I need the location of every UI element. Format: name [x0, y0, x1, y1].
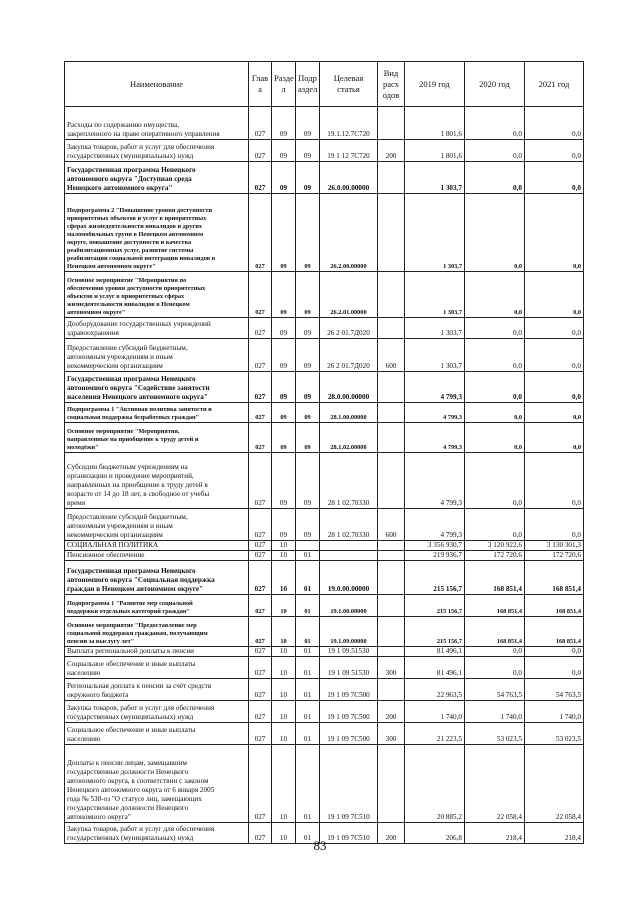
cell-name: Основное мероприятие "Мероприятия по обеспечению уровня доступности приоритетных объектов и услуг в приоритетных сферах жизнедеятельности инвалидов в Ненецком автономном округе": [65, 272, 249, 318]
cell-podrazdel: 09: [296, 140, 320, 162]
cell-target-article: 28 1 02.70330: [320, 509, 378, 541]
cell-expense-type: [378, 453, 405, 509]
cell-name: СОЦИАЛЬНАЯ ПОЛИТИКА: [65, 541, 249, 551]
cell-name: Предоставление субсидий бюджетным, автономным учреждениям и иным некоммерческим организациям: [65, 339, 249, 372]
cell-podrazdel: 09: [296, 423, 320, 453]
cell-year-2021: 0,0: [525, 509, 584, 541]
cell-expense-type: [378, 541, 405, 551]
cell-glava: 027: [249, 701, 272, 723]
cell-expense-type: [378, 162, 405, 194]
cell-glava: 027: [249, 453, 272, 509]
cell-expense-type: [378, 318, 405, 339]
table-row: [65, 140, 584, 162]
cell-year-2021: 0,0: [525, 194, 584, 272]
cell-glava: 027: [249, 140, 272, 162]
cell-podrazdel: 09: [296, 107, 320, 140]
header-year-2019: 2019 год: [405, 62, 465, 107]
table-row: [65, 318, 584, 339]
cell-target-article: 19 1 09 7С500: [320, 723, 378, 745]
cell-glava: 027: [249, 403, 272, 423]
cell-year-2019: 1 303,7: [405, 194, 465, 272]
cell-year-2019: 4 799,3: [405, 423, 465, 453]
cell-name: Региональная доплата к пенсии за счёт средств окружного бюджета: [65, 679, 249, 701]
cell-year-2020: 0,0: [465, 339, 525, 372]
cell-target-article: [320, 541, 378, 551]
table-row: [65, 745, 584, 823]
cell-year-2020: 0,0: [465, 140, 525, 162]
cell-year-2020: 0,0: [465, 162, 525, 194]
cell-glava: 027: [249, 617, 272, 647]
cell-name: Социальное обеспечение и иные выплаты населению: [65, 657, 249, 679]
cell-year-2019: 4 799,3: [405, 403, 465, 423]
cell-podrazdel: 09: [296, 194, 320, 272]
table-row: [65, 617, 584, 647]
cell-year-2020: 0,0: [465, 657, 525, 679]
cell-razdel: 10: [272, 541, 296, 551]
budget-table: [64, 61, 584, 844]
cell-year-2021: 0,0: [525, 372, 584, 403]
cell-podrazdel: 09: [296, 162, 320, 194]
header-razdel: Разде л: [272, 62, 296, 107]
cell-name: Закупка товаров, работ и услуг для обеспечения государственных (муниципальных) нужд: [65, 140, 249, 162]
cell-razdel: 09: [272, 194, 296, 272]
cell-podrazdel: 09: [296, 403, 320, 423]
cell-target-article: 26.2.01.00000: [320, 272, 378, 318]
cell-glava: 027: [249, 162, 272, 194]
cell-razdel: 10: [272, 701, 296, 723]
cell-year-2019: 219 936,7: [405, 551, 465, 561]
cell-year-2020: 0,0: [465, 509, 525, 541]
cell-year-2019: 20 885,2: [405, 745, 465, 823]
page-number: 83: [313, 838, 327, 853]
header-podrazdel: Подр аздел: [296, 62, 320, 107]
cell-expense-type: [378, 647, 405, 657]
cell-razdel: 09: [272, 372, 296, 403]
cell-name: Государственная программа Ненецкого автономного округа "Содействие занятости населения Ненецкого автономного округа": [65, 372, 249, 403]
cell-glava: 027: [249, 509, 272, 541]
cell-year-2020: 54 763,5: [465, 679, 525, 701]
cell-target-article: 26.0.00.00000: [320, 162, 378, 194]
cell-razdel: 09: [272, 162, 296, 194]
cell-target-article: 19 1 12 7С720: [320, 140, 378, 162]
cell-name: Государственная программа Ненецкого автономного округа "Доступная среда Ненецкого автономного округа": [65, 162, 249, 194]
cell-razdel: 09: [272, 339, 296, 372]
cell-year-2020: 1 740,0: [465, 701, 525, 723]
cell-expense-type: [378, 561, 405, 595]
cell-razdel: 09: [272, 453, 296, 509]
cell-year-2020: 3 120 922,6: [465, 541, 525, 551]
cell-target-article: 19 1 09 7С500: [320, 701, 378, 723]
cell-target-article: 28.1.00.00000: [320, 403, 378, 423]
cell-glava: 027: [249, 723, 272, 745]
cell-name: Подпрограмма 1 "Развитие мер социальной поддержки отдельных категорий граждан": [65, 595, 249, 617]
cell-razdel: 09: [272, 509, 296, 541]
cell-year-2020: 172 720,6: [465, 551, 525, 561]
cell-year-2021: 168 851,4: [525, 617, 584, 647]
cell-year-2019: 4 799,3: [405, 372, 465, 403]
cell-year-2020: 0,0: [465, 453, 525, 509]
cell-name: Государственная программа Ненецкого автономного округа "Социальная поддержка граждан в Ненецком автономном округе": [65, 561, 249, 595]
cell-target-article: 19 1 09 7С510: [320, 823, 378, 844]
cell-year-2021: 1 740,0: [525, 701, 584, 723]
cell-podrazdel: 09: [296, 318, 320, 339]
cell-year-2021: 0,0: [525, 339, 584, 372]
cell-expense-type: [378, 551, 405, 561]
cell-podrazdel: 09: [296, 372, 320, 403]
cell-name: Дооборудование государственных учреждений здравоохранения: [65, 318, 249, 339]
cell-target-article: 19.1.09.00000: [320, 617, 378, 647]
cell-razdel: 10: [272, 823, 296, 844]
cell-glava: 027: [249, 657, 272, 679]
header-year-2021: 2021 год: [525, 62, 584, 107]
cell-year-2019: 1 801,6: [405, 107, 465, 140]
cell-target-article: 19 1 09 7С510: [320, 745, 378, 823]
cell-year-2020: 0,0: [465, 403, 525, 423]
cell-glava: 027: [249, 107, 272, 140]
table-row: [65, 272, 584, 318]
cell-year-2021: 0,0: [525, 107, 584, 140]
table-row: [65, 403, 584, 423]
table-row: [65, 339, 584, 372]
cell-razdel: 10: [272, 723, 296, 745]
cell-podrazdel: 01: [296, 617, 320, 647]
cell-razdel: 10: [272, 745, 296, 823]
cell-razdel: 10: [272, 617, 296, 647]
cell-year-2019: 1 303,7: [405, 162, 465, 194]
table-row: [65, 701, 584, 723]
cell-podrazdel: [296, 541, 320, 551]
cell-podrazdel: 01: [296, 823, 320, 844]
cell-podrazdel: 01: [296, 745, 320, 823]
table-row: [65, 107, 584, 140]
cell-year-2021: 0,0: [525, 162, 584, 194]
cell-year-2020: 0,0: [465, 194, 525, 272]
cell-year-2019: 21 223,5: [405, 723, 465, 745]
cell-name: Социальное обеспечение и иные выплаты населению: [65, 723, 249, 745]
cell-target-article: 19 1 09 51530: [320, 657, 378, 679]
cell-expense-type: [378, 107, 405, 140]
cell-podrazdel: 01: [296, 647, 320, 657]
cell-podrazdel: 01: [296, 551, 320, 561]
cell-glava: 027: [249, 595, 272, 617]
cell-name: Основное мероприятие "Предоставление мер социальной поддержки гражданам, получающим пенсии за выслугу лет": [65, 617, 249, 647]
cell-year-2021: 0,0: [525, 453, 584, 509]
cell-year-2019: 1 303,7: [405, 339, 465, 372]
cell-year-2021: 0,0: [525, 140, 584, 162]
table-header-row: [65, 62, 584, 107]
cell-year-2019: 4 799,3: [405, 509, 465, 541]
cell-year-2020: 53 023,5: [465, 723, 525, 745]
cell-razdel: 09: [272, 423, 296, 453]
cell-target-article: 26 2 01.7Д020: [320, 318, 378, 339]
cell-glava: 027: [249, 372, 272, 403]
cell-year-2020: 168 851,4: [465, 595, 525, 617]
cell-podrazdel: 01: [296, 595, 320, 617]
cell-glava: 027: [249, 272, 272, 318]
cell-podrazdel: 01: [296, 723, 320, 745]
header-expense-type: Вид расх одов: [378, 62, 405, 107]
cell-name: Подпрограмма 2 "Повышение уровня доступности приоритетных объектов и услуг в приоритетных сферах жизнедеятельности инвалидов и других маломобильных групп в Ненецком автономном округе, повышение доступности и качества реабилитационных услуг, развитие системы реабилитации социальной интеграции инвалидов в Ненецком автономном округе": [65, 194, 249, 272]
cell-year-2019: 4 799,3: [405, 453, 465, 509]
cell-expense-type: [378, 423, 405, 453]
cell-year-2020: 22 058,4: [465, 745, 525, 823]
cell-name: Расходы по содержанию имущества, закрепленного на праве оперативного управления: [65, 107, 249, 140]
cell-target-article: 28.0.00.00000: [320, 372, 378, 403]
cell-target-article: 19 1 09.51530: [320, 647, 378, 657]
cell-expense-type: 300: [378, 657, 405, 679]
table-row: [65, 647, 584, 657]
cell-glava: 027: [249, 551, 272, 561]
cell-year-2019: 215 156,7: [405, 561, 465, 595]
cell-year-2021: 0,0: [525, 657, 584, 679]
cell-year-2019: 1 303,7: [405, 318, 465, 339]
cell-podrazdel: 09: [296, 453, 320, 509]
cell-name: Выплата региональной доплаты к пенсии: [65, 647, 249, 657]
cell-year-2020: 0,0: [465, 107, 525, 140]
cell-year-2021: 0,0: [525, 403, 584, 423]
cell-year-2021: 168 851,4: [525, 595, 584, 617]
cell-name: Закупка товаров, работ и услуг для обеспечения государственных (муниципальных) нужд: [65, 823, 249, 844]
table-row: [65, 551, 584, 561]
table-row: [65, 423, 584, 453]
cell-year-2021: 0,0: [525, 272, 584, 318]
cell-razdel: 10: [272, 595, 296, 617]
cell-razdel: 09: [272, 140, 296, 162]
table-row: [65, 595, 584, 617]
cell-year-2021: 54 763,5: [525, 679, 584, 701]
cell-expense-type: [378, 617, 405, 647]
cell-year-2020: 168 851,4: [465, 617, 525, 647]
cell-year-2021: 0,0: [525, 318, 584, 339]
cell-name: Доплаты к пенсии лицам, замещавшим государственные должности Ненецкого автономного округа, в соответствии с законом Ненецкого автономного округа от 6 января 2005 года № 538-оз "О статусе лиц, замещающих государственные должности Ненецкого автономного округа": [65, 745, 249, 823]
cell-year-2019: 215 156,7: [405, 617, 465, 647]
cell-year-2020: 0,0: [465, 272, 525, 318]
cell-razdel: 10: [272, 657, 296, 679]
cell-year-2019: 3 356 930,7: [405, 541, 465, 551]
cell-expense-type: 300: [378, 723, 405, 745]
cell-expense-type: [378, 403, 405, 423]
cell-glava: 027: [249, 823, 272, 844]
cell-year-2020: 218,4: [465, 823, 525, 844]
cell-podrazdel: 01: [296, 701, 320, 723]
cell-razdel: 10: [272, 561, 296, 595]
cell-razdel: 10: [272, 647, 296, 657]
cell-year-2019: 1 303,7: [405, 272, 465, 318]
cell-year-2019: 206,8: [405, 823, 465, 844]
cell-razdel: 09: [272, 318, 296, 339]
cell-name: Субсидии бюджетным учреждениям на организацию и проведение мероприятий, направленных на приобщение к труду детей в возрасте от 14 до 18 лет, в свободное от учебы время: [65, 453, 249, 509]
cell-target-article: [320, 551, 378, 561]
table-row: [65, 541, 584, 551]
cell-expense-type: [378, 595, 405, 617]
cell-razdel: 10: [272, 679, 296, 701]
cell-expense-type: [378, 372, 405, 403]
cell-target-article: 19.1.12.7С720: [320, 107, 378, 140]
header-year-2020: 2020 год: [465, 62, 525, 107]
cell-year-2021: 0,0: [525, 423, 584, 453]
cell-podrazdel: 09: [296, 509, 320, 541]
cell-name: Пенсионное обеспечение: [65, 551, 249, 561]
cell-podrazdel: 09: [296, 272, 320, 318]
cell-expense-type: [378, 745, 405, 823]
cell-glava: 027: [249, 541, 272, 551]
cell-glava: 027: [249, 423, 272, 453]
cell-year-2021: 172 720,6: [525, 551, 584, 561]
cell-year-2019: 81 496,1: [405, 657, 465, 679]
cell-name: Основное мероприятие "Мероприятия, направленные на приобщение к труду детей и молодёжи": [65, 423, 249, 453]
table-row: [65, 509, 584, 541]
cell-year-2019: 215 156,7: [405, 595, 465, 617]
cell-year-2021: 22 058,4: [525, 745, 584, 823]
header-target-article: Целевая статья: [320, 62, 378, 107]
cell-razdel: 10: [272, 551, 296, 561]
cell-year-2019: 1 801,6: [405, 140, 465, 162]
header-glava: Глав а: [249, 62, 272, 107]
table-row: [65, 162, 584, 194]
cell-glava: 027: [249, 318, 272, 339]
cell-year-2021: 53 023,5: [525, 723, 584, 745]
table-row: [65, 561, 584, 595]
cell-target-article: 26 2 01.7Д020: [320, 339, 378, 372]
cell-razdel: 09: [272, 272, 296, 318]
header-name: Наименование: [65, 62, 249, 107]
table-body: [65, 107, 584, 844]
cell-year-2020: 0,0: [465, 318, 525, 339]
cell-name: Закупка товаров, работ и услуг для обеспечения государственных (муниципальных) нужд: [65, 701, 249, 723]
cell-year-2020: 0,0: [465, 647, 525, 657]
cell-glava: 027: [249, 194, 272, 272]
cell-expense-type: 200: [378, 140, 405, 162]
cell-expense-type: [378, 272, 405, 318]
cell-podrazdel: 09: [296, 339, 320, 372]
cell-target-article: 28.1.02.00000: [320, 423, 378, 453]
cell-year-2019: 81 496,1: [405, 647, 465, 657]
table-row: [65, 194, 584, 272]
cell-expense-type: 600: [378, 339, 405, 372]
table-row: [65, 372, 584, 403]
cell-name: Подпрограмма 1 "Активная политика занятости и социальная поддержка безработных граждан": [65, 403, 249, 423]
cell-year-2019: 22 963,5: [405, 679, 465, 701]
cell-glava: 027: [249, 647, 272, 657]
cell-expense-type: 200: [378, 823, 405, 844]
cell-year-2020: 168 851,4: [465, 561, 525, 595]
table-row: [65, 453, 584, 509]
cell-year-2021: 218,4: [525, 823, 584, 844]
cell-year-2020: 0,0: [465, 423, 525, 453]
cell-glava: 027: [249, 679, 272, 701]
cell-year-2021: 0,0: [525, 647, 584, 657]
table-row: [65, 657, 584, 679]
cell-year-2019: 1 740,0: [405, 701, 465, 723]
cell-target-article: 28 1 02.70330: [320, 453, 378, 509]
cell-expense-type: [378, 194, 405, 272]
table-row: [65, 723, 584, 745]
cell-razdel: 09: [272, 107, 296, 140]
cell-glava: 027: [249, 561, 272, 595]
cell-target-article: 19 1 09 7С500: [320, 679, 378, 701]
cell-target-article: 19.0.00.00000: [320, 561, 378, 595]
cell-target-article: 26.2.00.00000: [320, 194, 378, 272]
cell-expense-type: 600: [378, 509, 405, 541]
cell-glava: 027: [249, 745, 272, 823]
cell-year-2021: 168 851,4: [525, 561, 584, 595]
cell-podrazdel: 01: [296, 679, 320, 701]
cell-target-article: 19.1.00.00000: [320, 595, 378, 617]
cell-podrazdel: 01: [296, 561, 320, 595]
cell-razdel: 09: [272, 403, 296, 423]
cell-podrazdel: 01: [296, 657, 320, 679]
cell-year-2020: 0,0: [465, 372, 525, 403]
cell-glava: 027: [249, 339, 272, 372]
cell-year-2021: 3 130 301,3: [525, 541, 584, 551]
cell-expense-type: 200: [378, 701, 405, 723]
table-row: [65, 679, 584, 701]
cell-expense-type: [378, 679, 405, 701]
cell-name: Предоставление субсидий бюджетным, автономным учреждениям и иным некоммерческим организациям: [65, 509, 249, 541]
